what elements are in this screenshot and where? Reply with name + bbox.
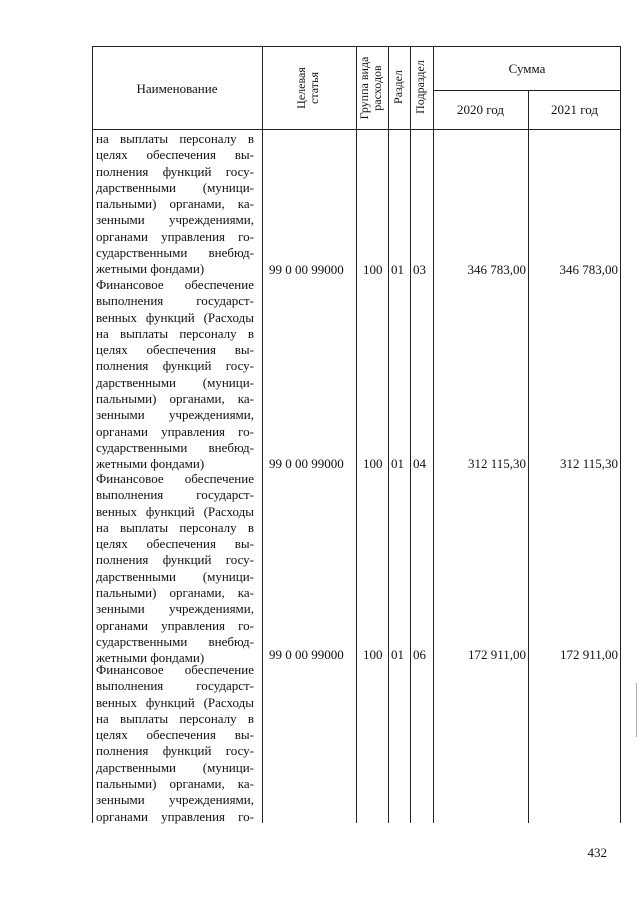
section-cell: 01	[391, 456, 404, 471]
description-line: целях обеспечения вы-	[96, 147, 254, 163]
description-line: зенными учреждениями,	[96, 601, 254, 617]
description-line: зенными учреждениями,	[96, 212, 254, 228]
sum-2020-cell: 346 783,00	[467, 262, 526, 277]
description-line: выполнения государст-	[96, 293, 254, 309]
header-subsection: Подраздел	[413, 60, 427, 114]
description-line: сударственными внебюд-	[96, 439, 254, 455]
description-line: на выплаты персоналу в	[96, 519, 254, 535]
sum-2020-cell: 172 911,00	[467, 647, 526, 662]
description-line: венных функций (Расходы	[96, 694, 254, 710]
description-line: сударственными внебюд-	[96, 633, 254, 649]
description-line: венных функций (Расходы	[96, 309, 254, 325]
header-target-line1: Целевая	[294, 67, 308, 109]
expense-group-cell: 100	[363, 262, 383, 277]
description-line: дарственными (муници-	[96, 179, 254, 195]
description-line: зенными учреждениями,	[96, 407, 254, 423]
target-article-cell: 99 0 00 99000	[269, 456, 344, 471]
description-line: дарственными (муници-	[96, 374, 254, 390]
description-line: жетными фондами)	[96, 456, 205, 472]
header-year-2021: 2021 год	[551, 102, 598, 117]
description-line: жетными фондами)	[96, 261, 205, 277]
header-target-article	[295, 38, 323, 138]
section-cell: 01	[391, 647, 404, 662]
description-line: целях обеспечения вы-	[96, 727, 254, 743]
column-divider-sum	[433, 46, 434, 823]
column-divider-group	[356, 46, 357, 823]
description-line: Финансовое обеспечение	[96, 662, 254, 677]
description-line: органами управления го-	[96, 808, 254, 824]
description-line: пальными) органами, ка-	[96, 776, 254, 792]
description-line: пальными) органами, ка-	[96, 391, 254, 407]
description-line: органами управления го-	[96, 617, 254, 633]
description-line: пальными) органами, ка-	[96, 585, 254, 601]
sum-2021-cell: 346 783,00	[559, 262, 618, 277]
sum-subheader-line	[433, 90, 621, 91]
target-article-cell: 99 0 00 99000	[269, 262, 344, 277]
description-line: зенными учреждениями,	[96, 792, 254, 808]
description-line: на выплаты персоналу в	[96, 710, 254, 726]
subsection-cell: 04	[413, 456, 426, 471]
description-line: Финансовое обеспечение	[96, 471, 254, 486]
column-divider-section	[388, 46, 389, 823]
description-line: на выплаты персоналу в	[96, 131, 254, 146]
header-section: Раздел	[391, 70, 405, 104]
description-line: сударственными внебюд-	[96, 245, 254, 261]
column-divider-target	[262, 46, 263, 823]
description-line: полнения функций госу-	[96, 743, 254, 759]
description-line: выполнения государст-	[96, 678, 254, 694]
row-description	[96, 277, 254, 473]
subsection-cell: 06	[413, 647, 426, 662]
description-line: дарственными (муници-	[96, 568, 254, 584]
description-line: полнения функций госу-	[96, 358, 254, 374]
header-expense-group	[358, 38, 386, 138]
row-description	[96, 131, 254, 278]
target-article-cell: 99 0 00 99000	[269, 647, 344, 662]
header-target-line2: статья	[307, 72, 321, 104]
description-line: жетными фондами)	[96, 650, 205, 666]
subsection-cell: 03	[413, 262, 426, 277]
description-line: полнения функций госу-	[96, 552, 254, 568]
table-border-left	[92, 46, 93, 823]
table-border-top	[92, 46, 621, 47]
section-cell: 01	[391, 262, 404, 277]
row-description	[96, 662, 254, 825]
scan-edge-mark	[636, 683, 637, 737]
page-number: 432	[587, 845, 607, 860]
header-group-line2: расходов	[370, 65, 384, 111]
description-line: органами управления го-	[96, 228, 254, 244]
header-bottom-line	[92, 129, 621, 130]
header-name: Наименование	[136, 81, 218, 96]
description-line: пальными) органами, ка-	[96, 196, 254, 212]
table-border-right	[620, 46, 621, 823]
column-divider-years	[528, 90, 529, 823]
description-line: полнения функций госу-	[96, 163, 254, 179]
description-line: целях обеспечения вы-	[96, 342, 254, 358]
sum-2020-cell: 312 115,30	[467, 456, 526, 471]
sum-2021-cell: 172 911,00	[559, 647, 618, 662]
header-year-2020: 2020 год	[457, 102, 504, 117]
header-sum: Сумма	[508, 61, 546, 76]
description-line: дарственными (муници-	[96, 759, 254, 775]
description-line: Финансовое обеспечение	[96, 277, 254, 292]
row-description	[96, 471, 254, 667]
sum-2021-cell: 312 115,30	[559, 456, 618, 471]
column-divider-subsection	[410, 46, 411, 823]
expense-group-cell: 100	[363, 456, 383, 471]
header-group-line1: Группа вида	[357, 56, 371, 120]
description-line: целях обеспечения вы-	[96, 536, 254, 552]
description-line: на выплаты персоналу в	[96, 325, 254, 341]
description-line: органами управления го-	[96, 423, 254, 439]
description-line: венных функций (Расходы	[96, 503, 254, 519]
description-line: выполнения государст-	[96, 487, 254, 503]
expense-group-cell: 100	[363, 647, 383, 662]
